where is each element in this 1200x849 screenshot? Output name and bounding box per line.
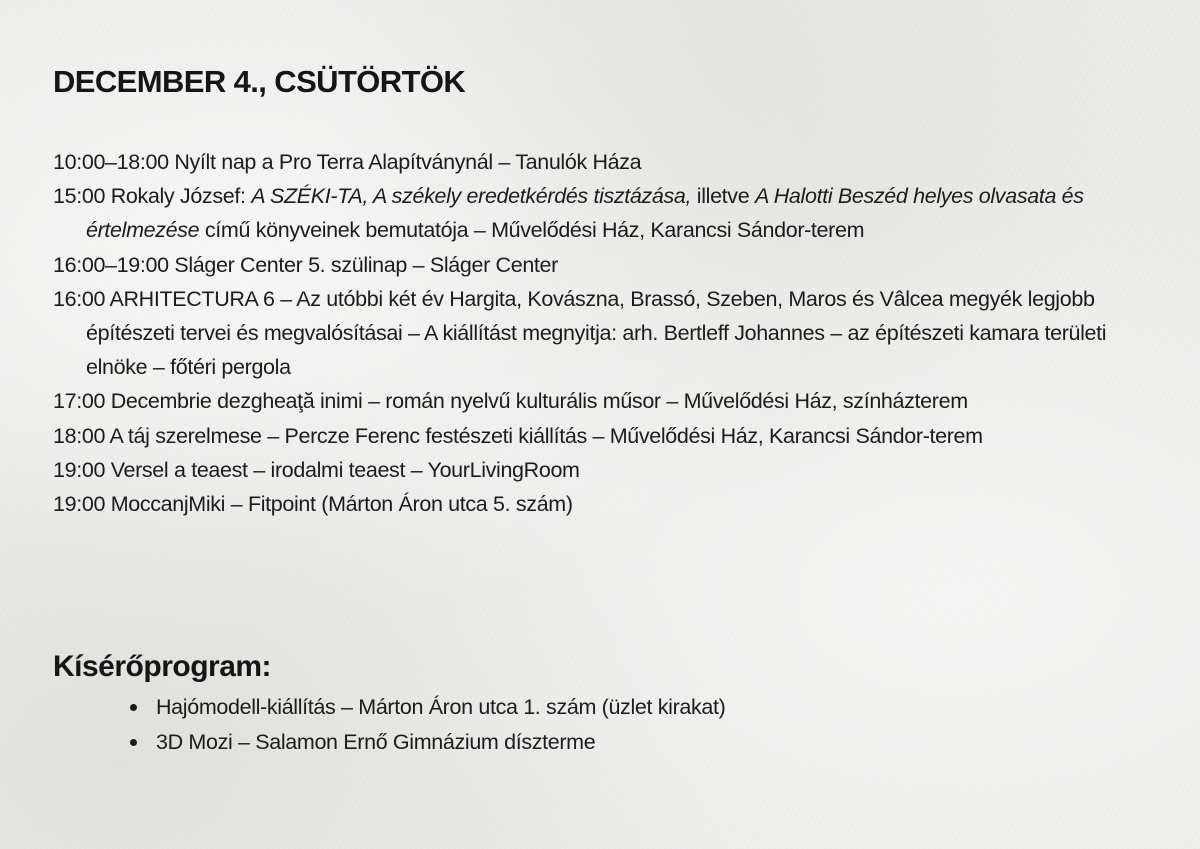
event-time: 10:00–18:00 (53, 150, 169, 174)
event-text: ARHITECTURA 6 – Az utóbbi két év Hargita, Kovászna, Brassó, Szeben, Maros és Vâlcea megyék legjobb építészeti tervei és megvalósításai – A kiállítást megnyitja: arh. Bertleff Johannes – az építészeti kamara területi elnöke – főtéri pergola (86, 286, 1107, 380)
side-program-item (127, 690, 725, 725)
event-text: Nyílt nap a Pro Terra Alapítványnál – Tanulók Háza (174, 150, 642, 174)
event-time: 18:00 (53, 423, 106, 448)
event-item (53, 282, 1153, 385)
event-text-mid: illetve (691, 184, 755, 209)
event-text-post: című könyveinek bemutatója – Művelődési Ház, Karancsi Sándor-terem (199, 218, 865, 243)
event-item (53, 419, 1153, 453)
event-item (53, 487, 1153, 521)
side-program-list (127, 690, 725, 760)
bullet-icon (130, 704, 137, 711)
event-item (53, 179, 1153, 247)
event-item (53, 453, 1153, 487)
side-program-heading: Kísérőprogram: (53, 650, 272, 683)
event-time: 16:00 (53, 286, 106, 311)
event-time: 17:00 (53, 389, 106, 414)
side-program-text: Hajómodell-kiállítás – Márton Áron utca 1. szám (üzlet kirakat) (156, 695, 726, 719)
event-item (53, 384, 1153, 418)
event-time: 19:00 (53, 492, 106, 517)
event-time: 15:00 (53, 184, 106, 209)
event-text: MoccanjMiki – Fitpoint (Márton Áron utca 5. szám) (110, 492, 573, 517)
book-title-2: A Halotti Beszéd helyes olvasata és értelmezése (86, 184, 1084, 243)
event-time: 16:00–19:00 (53, 252, 169, 277)
event-item (53, 145, 1153, 179)
book-title-1: A SZÉKI-TA, A székely eredetkérdés tisztázása, (251, 184, 692, 209)
bullet-icon (130, 739, 137, 746)
event-text: Sláger Center 5. szülinap – Sláger Center (174, 252, 558, 277)
event-text: A táj szerelmese – Percze Ferenc festészeti kiállítás – Művelődési Ház, Karancsi Sándor-terem (109, 423, 983, 448)
side-program-item (127, 725, 725, 760)
event-list (53, 145, 1153, 521)
side-program-text: 3D Mozi – Salamon Ernő Gimnázium díszterme (156, 730, 596, 754)
event-text: Decembrie dezgheaţă inimi – román nyelvű kulturális műsor – Művelődési Ház, színházterem (110, 389, 968, 414)
event-text-pre: Rokaly József: (110, 184, 252, 209)
event-item (53, 248, 1153, 282)
event-time: 19:00 (53, 457, 106, 482)
event-text: Versel a teaest – irodalmi teaest – YourLivingRoom (110, 457, 580, 482)
page-title: DECEMBER 4., CSÜTÖRTÖK (53, 64, 466, 99)
